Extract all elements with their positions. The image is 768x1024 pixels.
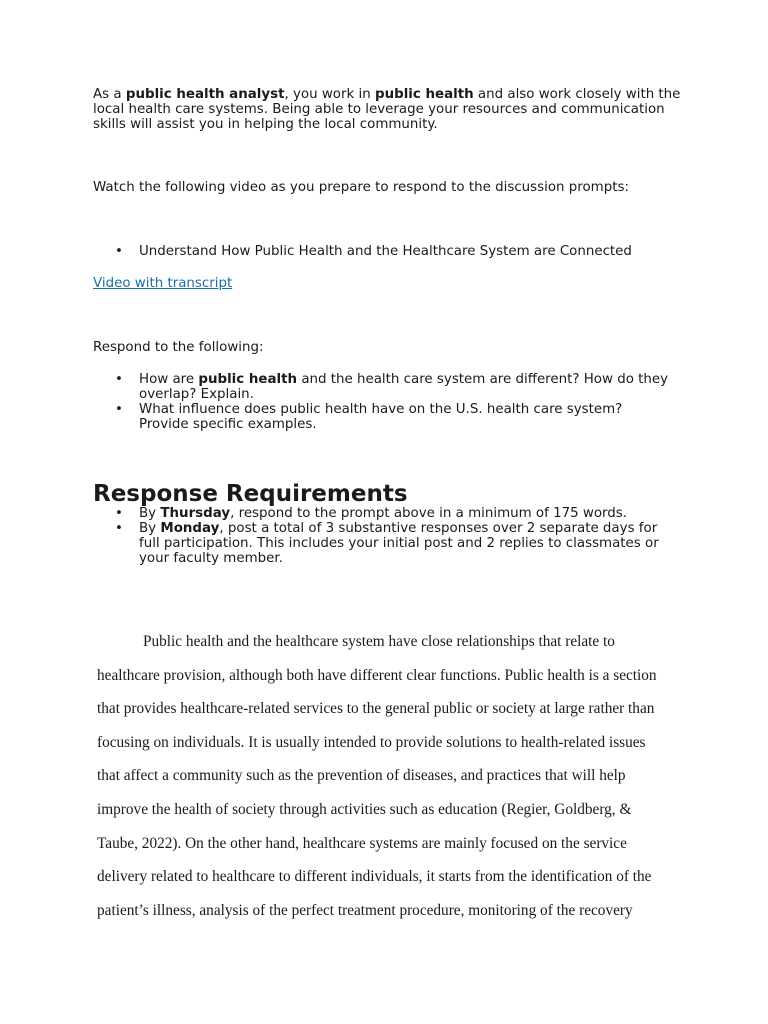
requirement-text: , respond to the prompt above in a minimum of 175 words.	[230, 506, 628, 521]
intro-text: As a	[93, 87, 126, 102]
list-item	[93, 506, 673, 521]
bullet-icon: •	[115, 521, 123, 536]
essay-line: improve the health of society through activities such as education (Regier, Goldberg, &	[97, 801, 632, 818]
prompt-text: How are	[139, 372, 199, 387]
requirement-day: Thursday	[160, 506, 231, 521]
essay-line: Public health and the healthcare system have close relationships that relate to	[143, 633, 615, 650]
bullet-icon: •	[115, 402, 123, 417]
essay-line: delivery related to healthcare to different individuals, it starts from the identification of the	[97, 868, 652, 885]
prompt-text: What influence does public health have on the U.S. health care system? Provide specific examples.	[139, 402, 623, 432]
essay-line: Taube, 2022). On the other hand, healthcare systems are mainly focused on the service	[97, 835, 627, 852]
requirement-text: By	[139, 506, 161, 521]
list-item	[93, 521, 673, 566]
essay-line: patient’s illness, analysis of the perfect treatment procedure, monitoring of the recovery	[97, 902, 633, 919]
intro-bold-role: public health analyst	[125, 87, 285, 102]
list-item	[93, 402, 673, 432]
list-item	[93, 244, 673, 259]
bullet-icon: •	[115, 244, 123, 259]
requirement-text: By	[139, 521, 161, 536]
intro-paragraph	[93, 87, 683, 132]
requirements-heading: Response Requirements	[93, 481, 408, 507]
prompt-list	[93, 372, 673, 432]
prompt-bold: public health	[198, 372, 298, 387]
list-item	[93, 372, 673, 402]
intro-bold-field: public health	[374, 87, 474, 102]
essay-line: healthcare provision, although both have different clear functions. Public health is a section	[97, 667, 657, 684]
requirement-text: , post a total of 3 substantive responses over 2 separate days for full participation. This includes your initial post and 2 replies to classmates or your faculty member.	[139, 521, 659, 566]
respond-label: Respond to the following:	[93, 340, 264, 355]
video-link-line	[93, 276, 683, 291]
essay-line: focusing on individuals. It is usually intended to provide solutions to health-related issues	[97, 734, 646, 751]
intro-text: , you work in	[284, 87, 375, 102]
essay-line: that provides healthcare-related services to the general public or society at large rather than	[97, 700, 655, 717]
bullet-icon: •	[115, 506, 123, 521]
watch-prompt: Watch the following video as you prepare to respond to the discussion prompts:	[93, 180, 629, 195]
essay-line: that affect a community such as the prevention of diseases, and practices that will help	[97, 767, 626, 784]
video-title: Understand How Public Health and the Healthcare System are Connected	[139, 244, 632, 259]
prompt-text: and the health care system are different? How do they overlap? Explain.	[139, 372, 669, 402]
video-transcript-link[interactable]: Video with transcript	[93, 276, 233, 291]
requirement-day: Monday	[160, 521, 220, 536]
requirements-list	[93, 506, 673, 566]
bullet-icon: •	[115, 372, 123, 387]
intro-text: and also work closely with the local health care systems. Being able to leverage your resources and communication skills will assist you in helping the local community.	[93, 87, 681, 132]
video-list	[93, 244, 673, 259]
